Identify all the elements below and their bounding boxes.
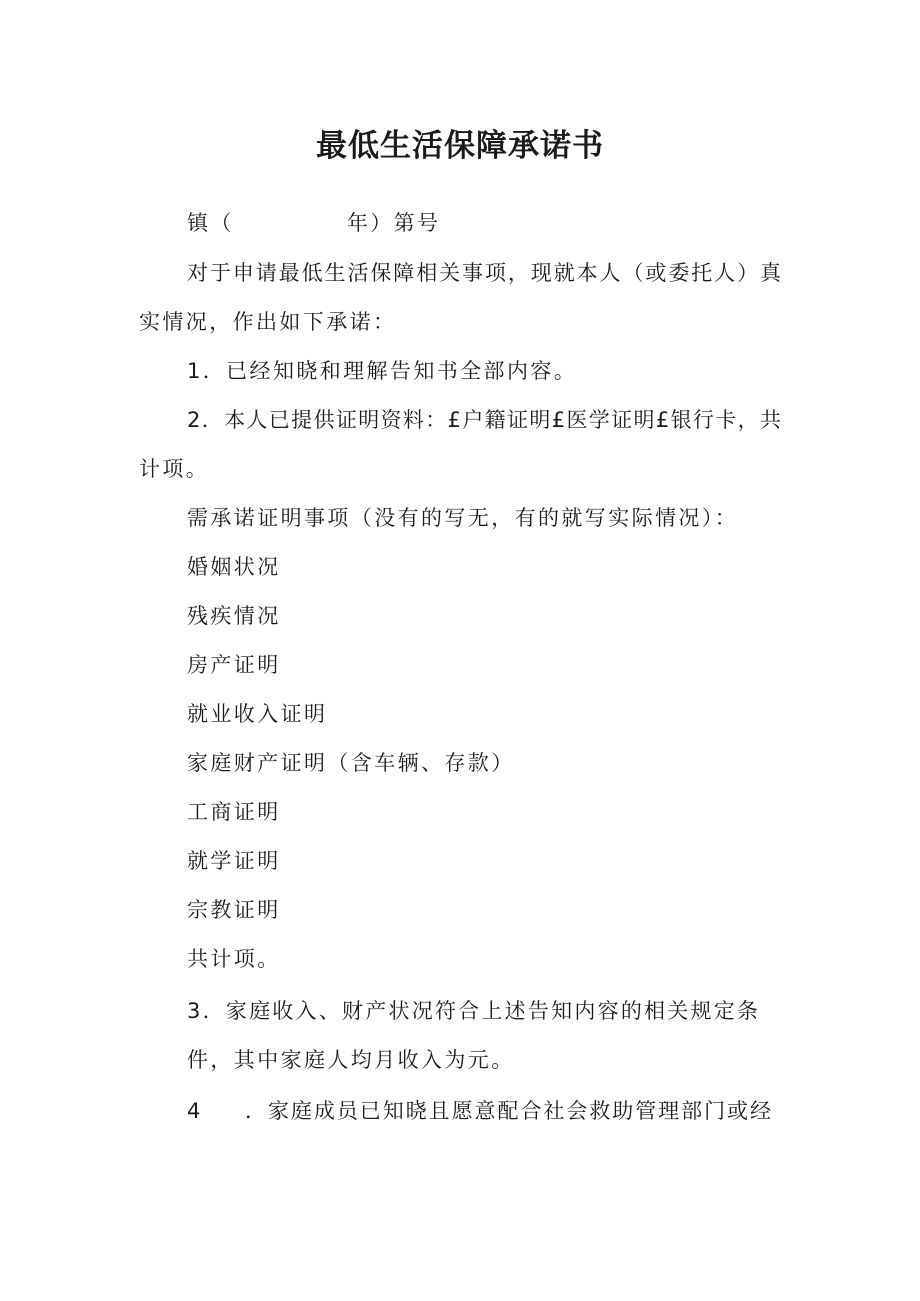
needs-item: 宗教证明: [187, 898, 281, 922]
header-town: 镇（: [187, 211, 234, 235]
item-4-number: 4: [187, 1099, 203, 1123]
item-3-line-2: 件，其中家庭人均月收入为元。: [187, 1048, 515, 1072]
needs-item: 婚姻状况: [187, 555, 281, 579]
header-year: 年）第号: [346, 211, 441, 235]
item-2-line-2: 计项。: [139, 457, 210, 481]
needs-item: 就业收入证明: [187, 702, 328, 726]
needs-item: 房产证明: [187, 653, 281, 677]
needs-item: 家庭财产证明（含车辆、存款）: [187, 751, 515, 775]
intro-line-1: 对于申请最低生活保障相关事项，现就本人（或委托人）真: [187, 261, 781, 285]
item-1: 1．已经知晓和理解告知书全部内容。: [187, 359, 578, 383]
item-4-line-1: ．家庭成员已知晓且愿意配合社会救助管理部门或经: [245, 1099, 771, 1123]
header-line: [187, 208, 440, 238]
intro-line-2: 实情况，作出如下承诺：: [139, 310, 397, 334]
needs-total: 共计项。: [187, 947, 281, 971]
needs-heading: 需承诺证明事项（没有的写无，有的就写实际情况）：: [187, 506, 739, 530]
needs-item: 工商证明: [187, 800, 281, 824]
needs-item: 残疾情况: [187, 604, 281, 628]
page-title: 最低生活保障承诺书: [316, 128, 604, 164]
item-3-line-1: 3．家庭收入、财产状况符合上述告知内容的相关规定条: [187, 999, 758, 1023]
item-2-line-1: 2．本人已提供证明资料：£户籍证明£医学证明£银行卡，共: [187, 408, 781, 432]
needs-item: 就学证明: [187, 849, 281, 873]
